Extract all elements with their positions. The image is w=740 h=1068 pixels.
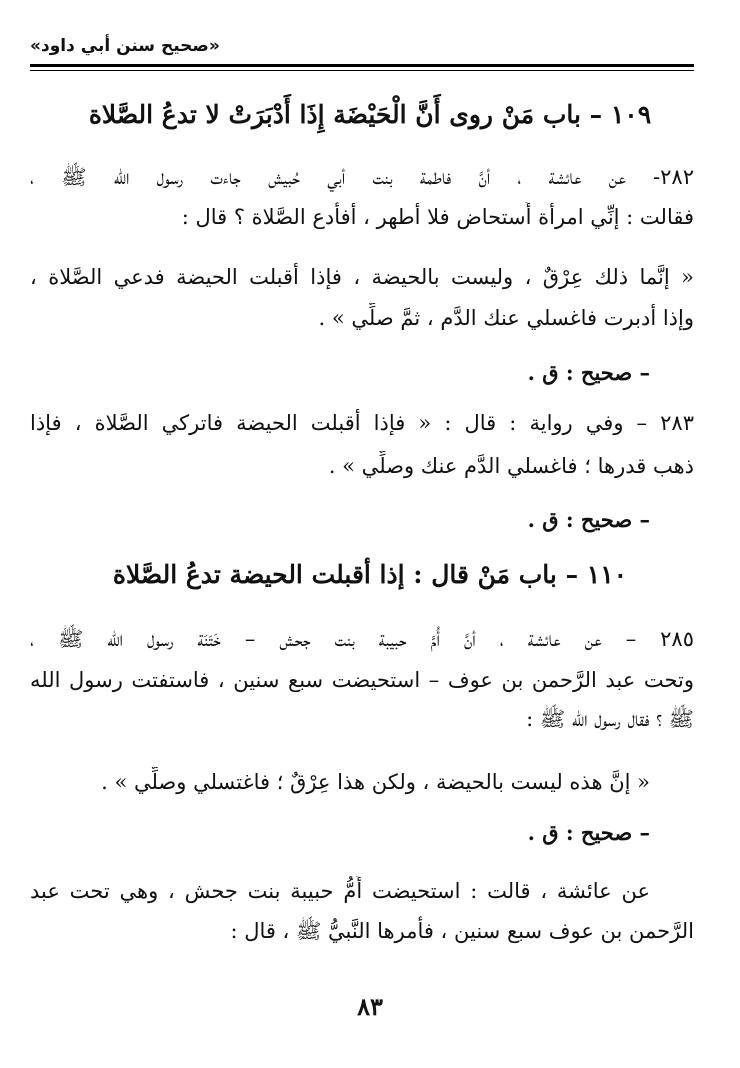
grade-283: – صحيح : ق .	[527, 507, 650, 532]
chapter-heading-109: ١٠٩ – باب مَنْ روى أَنَّ الْحَيْضَة إِذَا أَدْبَرَتْ لا تدعُ الصَّلاة	[88, 100, 652, 129]
hadith-286-line-2: الرَّحمن بن عوف سبع سنين ، فأمرها النَّبيُّ ﷺ ، قال :	[230, 919, 694, 943]
hadith-283-line-2: ذهب قدرها ؛ فاغسلي الدَّم عنك وصلِّي » .	[328, 454, 694, 478]
header-rule-thick	[30, 64, 694, 67]
running-header: «صحيح سنن أبي داود»	[30, 36, 220, 56]
hadith-285-line-1: ٢٨٥ – عن عائشة ، أنَّ أُمَّ حبيبة بنت جحش – خَتَنَة رسول الله ﷺ ،	[30, 627, 694, 651]
hadith-285-line-2: وتحت عبد الرَّحمن بن عوف – استحيضت سبع سنين ، فاستفتت رسول الله	[30, 668, 694, 692]
hadith-283-line-1: ٢٨٣ – وفي رواية : قال : « فإذا أقبلت الحيضة فاتركي الصَّلاة ، فإذا	[30, 411, 694, 435]
header-rule-thin	[30, 70, 694, 71]
hadith-282-line-2: فقالت : إنِّي امرأة أُستحاض فلا أطهر ، أفأدع الصَّلاة ؟ قال :	[181, 205, 694, 229]
hadith-282-quote-line-1: « إنَّما ذلك عِرْقٌ ، وليست بالحيضة ، فإذا أقبلت الحيضة فدعي الصَّلاة ،	[30, 265, 694, 289]
hadith-282-quote-line-2: وإذا أدبرت فاغسلي عنك الدَّم ، ثمَّ صلِّي » .	[318, 306, 694, 330]
chapter-heading-110: ١١٠ – باب مَنْ قال : إذا أقبلت الحيضة تدعُ الصَّلاة	[112, 560, 628, 589]
page-number: ٨٣	[357, 992, 383, 1021]
grade-282: – صحيح : ق .	[527, 360, 650, 385]
hadith-285-line-3: ﷺ ؟ فقال رسول الله ﷺ :	[526, 707, 694, 731]
hadith-282-line-1: ٢٨٢- عن عائشة ، أنَّ فاطمة بنت أبي حُبيش جاءت رسول الله ﷺ ،	[30, 165, 694, 189]
hadith-286-line-1: عن عائشة ، قالت : استحيضت أُمُّ حبيبة بنت جحش ، وهي تحت عبد	[30, 879, 650, 903]
hadith-285-quote: « إنَّ هذه ليست بالحيضة ، ولكن هذا عِرْقٌ ؛ فاغتسلي وصلِّي » .	[101, 770, 650, 794]
grade-285: – صحيح : ق .	[527, 820, 650, 845]
